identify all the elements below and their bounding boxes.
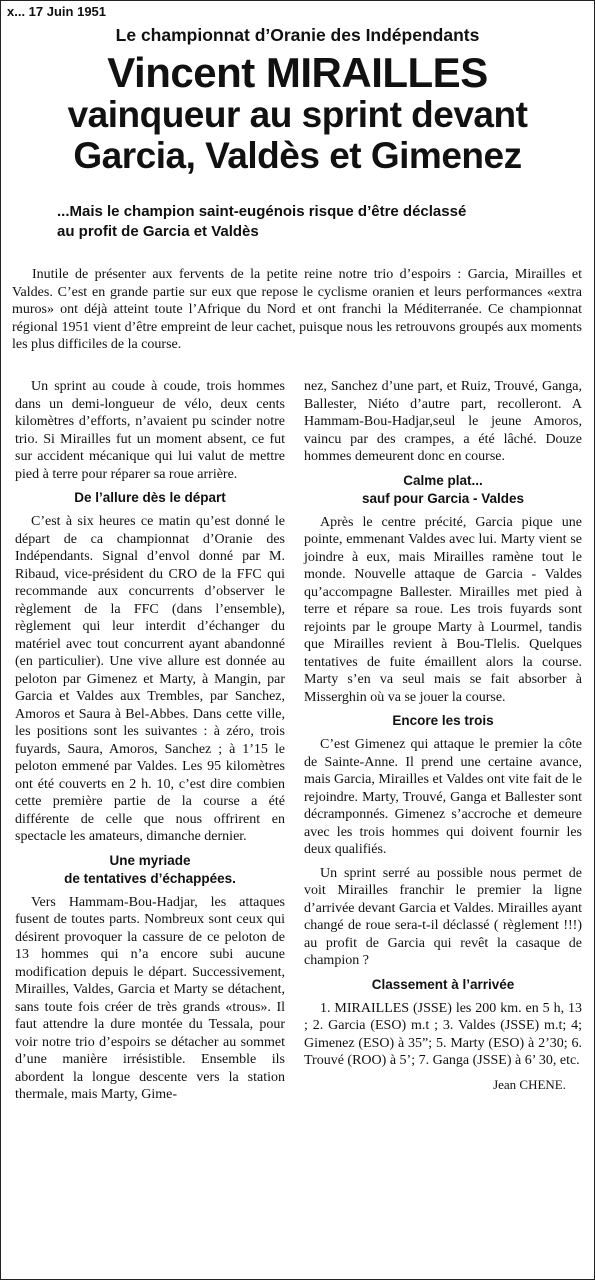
subheading-classement: Classement à l’arrivée: [371, 976, 515, 992]
headline-line-1: Vincent MIRAILLES: [107, 49, 488, 96]
headline: [10, 49, 585, 177]
results-paragraph: 1. MIRAILLES (JSSE) les 200 km. en 5 h, 13 ; 2. Garcia (ESO) m.t ; 3. Valdes (JSSE) m.t; 4; Gimenez (ESO) à 35”; 5. Marty (ESO) à 2’30; 6. Trouvé (ROO) à 5’; 7. Ganga (JSSE) à 6’ 30, etc.: [304, 1000, 582, 1068]
subheading-calme-plat: [304, 472, 582, 508]
right-paragraph-2: C’est Gimenez qui attaque le premier la côte de Sainte-Anne. Il prend une certaine avance, mais Garcia, Mirailles et Valdes ont vite fait de le rejoindre. Marty, Trouvé, Ganga et Ballester sont décramponnés. Gimenez s’accroche et demeure avec les trois hommes qui doivent fournir les deux qualifiés.: [304, 737, 582, 857]
deck: [57, 202, 577, 243]
deck-line-2: au profit de Garcia et Valdès: [57, 223, 259, 241]
left-paragraph-1: Un sprint au coude à coude, trois hommes dans un demi-longueur de vélo, deux cents kilomètres d’efforts, n’avaient pu scinder notre trio. Si Mirailles fut un moment absent, ce fut sur accident mécanique qui lui valut de mettre pied à terre pour réparer sa roue arrière.: [15, 379, 285, 482]
subheading-myriade-line-1: Une myriade: [109, 852, 191, 868]
left-column: [15, 378, 285, 1110]
kicker: Le championnat d’Oranie des Indépendants: [115, 25, 480, 45]
right-paragraph-continued: nez, Sanchez d’une part, et Ruiz, Trouvé, Ganga, Ballester, Niéto d’autre part, recolleront. A Hammam-Bou-Hadjar,seul le jeune Amoros, vaincu par des crampes, a été lâché. Douze hommes demeurent donc en course.: [304, 379, 582, 464]
subheading-myriade-line-2: de tentatives d’échappées.: [64, 870, 236, 886]
headline-line-3: Garcia, Valdès et Gimenez: [73, 135, 522, 177]
right-column: [304, 378, 582, 1093]
subheading-myriade: [15, 852, 285, 888]
author-signature: Jean CHENE.: [493, 1076, 566, 1092]
dateline: x... 17 Juin 1951: [7, 4, 107, 19]
right-paragraph-1: Après le centre précité, Garcia pique une pointe, emmenant Valdes avec lui. Marty vient se joindre à eux, mais Mirailles ramène tout le monde. Nouvelle attaque de Garcia - Valdes qu’accompagne Ballester. Mirailles met pied à terre et répare sa roue. Les trois fuyards sont rejoints par le groupe Marty à Lourmel, tandis que Mirailles revient à Bou-Tlelis. Quelques tentatives de fuite émaillent alors la course. Marty s’en va seul mais se fait absorber à Misserghin où va se jouer la course.: [304, 514, 582, 705]
headline-line-2: vainqueur au sprint devant: [67, 94, 528, 135]
intro-paragraph: Inutile de présenter aux fervents de la petite reine notre trio d’espoirs : Garcia, Mirailles et Valdes. C’est en grande partie sur eux que repose le cyclisme oranien et leurs performances «extra muros» ont déjà atteint toute l’Afrique du Nord et ont franchi la Méditerranée. Ce championnat régional 1951 vient d’être empreint de leur cachet, puisque nous les retrouvons groupés aux moments les plus difficiles de la course.: [12, 267, 582, 352]
subheading-calme-plat-line-1: Calme plat...: [403, 472, 483, 488]
right-paragraph-3: Un sprint serré au possible nous permet de voit Mirailles franchir le premier la ligne d’arrivée devant Garcia et Valdes. Mirailles ayant changé de roue sera-t-il déclassé ( règlement !!!) au profit de Garcia qui revêt la casaque de champion ?: [304, 865, 582, 968]
subheading-depart: De l’allure dès le départ: [74, 490, 226, 505]
deck-line-1: ...Mais le champion saint-eugénois risque d’être déclassé: [57, 203, 467, 220]
left-paragraph-2: C’est à six heures ce matin qu’est donné le départ de ca championnat d’Oranie des Indépendants. Signal d’envol donné par M. Ribaud, vice-président du CRO de la FFC qui recommande aux concurrents d’observer le règlement de la FFC (dans l’ensemble), règlement qui leur interdit d’échanger du matériel avec tout concurrent ayant abandonné (en particulier). Une vive allure est donnée au peloton par Gimenez et Marty, à Mangin, par Garcia et Valdes aux Trembles, par Sanchez, Amoros et Saura à Bel-Abbes. Dans cette ville, les positions sont les suivantes : à zéro, trois fuyards, Saura, Amoros, Sanchez ; à 1’15 le peloton emmené par Valdes. Les 95 kilomètres ont été couverts en 2 h. 10, c’est dire combien cette première partie de la course a été différente de celle que nous offrirent en spectacle les amateurs, dimanche dernier.: [15, 514, 285, 844]
subheading-encore-les-trois: Encore les trois: [392, 713, 494, 728]
left-paragraph-3: Vers Hammam-Bou-Hadjar, les attaques fusent de toutes parts. Nombreux sont ceux qui désirent provoquer la cassure de ce peloton de 13 hommes qui n’a encore subi aucune modification depuis le départ. Successivement, Mirailles, Valdes, Garcia et Marty se détachent, sans toute fois créer de très grands «trous». Il faut attendre la dure montée du Tessala, pour voir notre trio d’espoirs se détacher au sommet d’une manière irrésistible. Ensemble ils abordent la longue descente vers la station thermale, mais Marty, Gime-: [15, 894, 285, 1102]
subheading-calme-plat-line-2: sauf pour Garcia - Valdes: [361, 490, 525, 506]
